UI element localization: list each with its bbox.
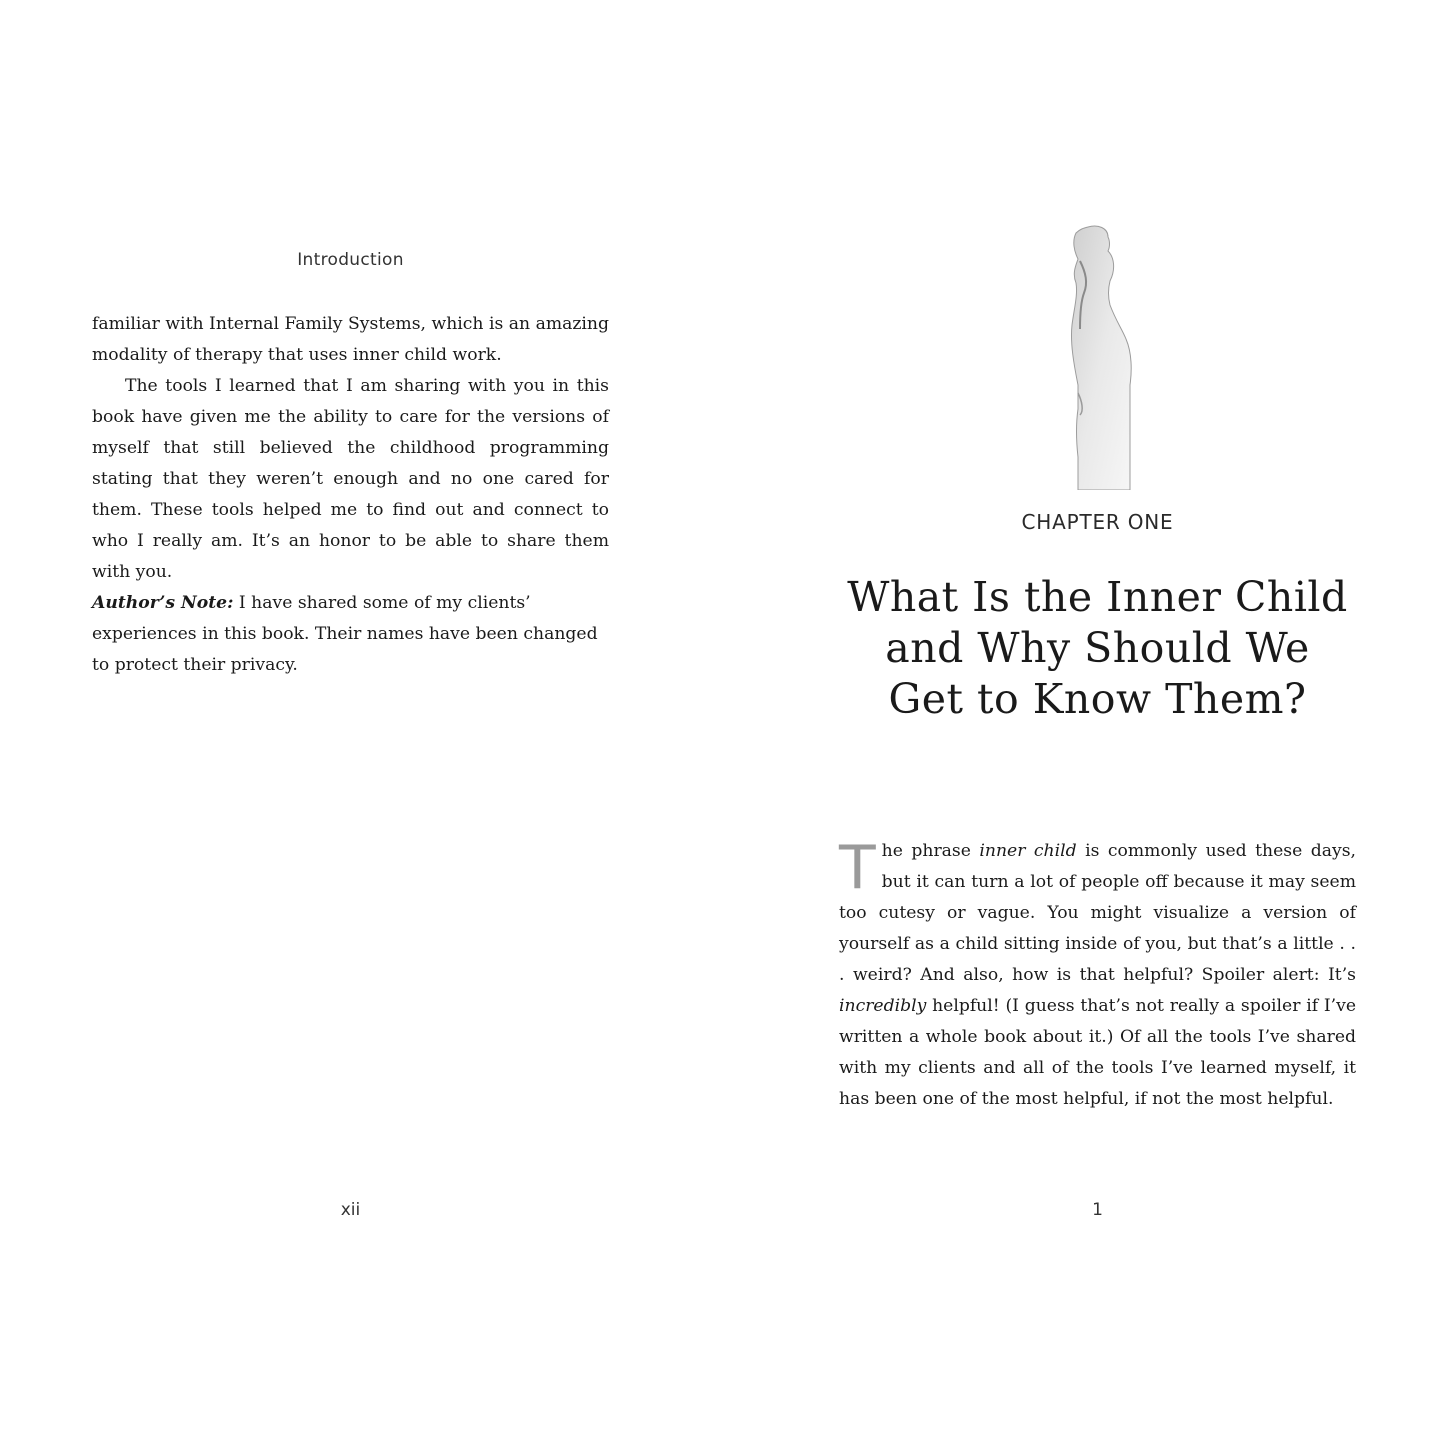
authors-note-label: Author’s Note: bbox=[92, 593, 234, 613]
chapter-body-text bbox=[839, 833, 1356, 1115]
paragraph: The tools I learned that I am sharing with you in this book have given me the ability to care for the versions of myself that still believed the childhood programming stating that they weren’t enough and no one cared for them. These tools helped me to find out and connect to who I really am. It’s an honor to be able to share them with you. bbox=[92, 376, 609, 582]
left-page bbox=[0, 0, 720, 1445]
running-head: Introduction bbox=[297, 250, 404, 270]
chapter-title-line: and Why Should We bbox=[885, 624, 1310, 672]
text-segment: is commonly used these days, but it can turn a lot of people off because it may seem too cutesy or vague. You might visualize a version of yourself as a child sitting inside of you, but that’s a little . . . weird? And also, how is that helpful? Spoiler alert: It’s bbox=[839, 841, 1356, 985]
emphasis-text: inner child bbox=[979, 841, 1077, 861]
child-silhouette-icon bbox=[1050, 225, 1170, 490]
introduction-text bbox=[92, 309, 609, 588]
right-page bbox=[722, 0, 1445, 1445]
chapter-title-line: What Is the Inner Child bbox=[847, 573, 1348, 621]
chapter-label: CHAPTER ONE bbox=[1021, 510, 1174, 534]
text-segment: he phrase bbox=[881, 841, 980, 861]
authors-note-text: I have shared some of my clients’ experiences in this book. Their names have been changed to protect their privacy. bbox=[92, 593, 598, 675]
chapter-title bbox=[822, 572, 1373, 725]
chapter-opening-paragraph bbox=[839, 833, 1356, 1115]
emphasis-text: incredibly bbox=[839, 996, 927, 1016]
paragraph: familiar with Internal Family Systems, which is an amazing modality of therapy that uses inner child work. bbox=[92, 314, 609, 365]
text-segment: helpful! (I guess that’s not really a spoiler if I’ve written a whole book about it.) Of all the tools I’ve shared with my clients and all of the tools I’ve learned myself, it has been one of the most helpful, if not the most helpful. bbox=[839, 996, 1356, 1109]
page-number: 1 bbox=[1092, 1200, 1103, 1220]
drop-cap: T bbox=[839, 833, 876, 903]
authors-note bbox=[92, 588, 602, 681]
chapter-title-line: Get to Know Them? bbox=[888, 675, 1307, 723]
authors-note-paragraph bbox=[92, 588, 602, 681]
page-number: xii bbox=[340, 1200, 361, 1220]
